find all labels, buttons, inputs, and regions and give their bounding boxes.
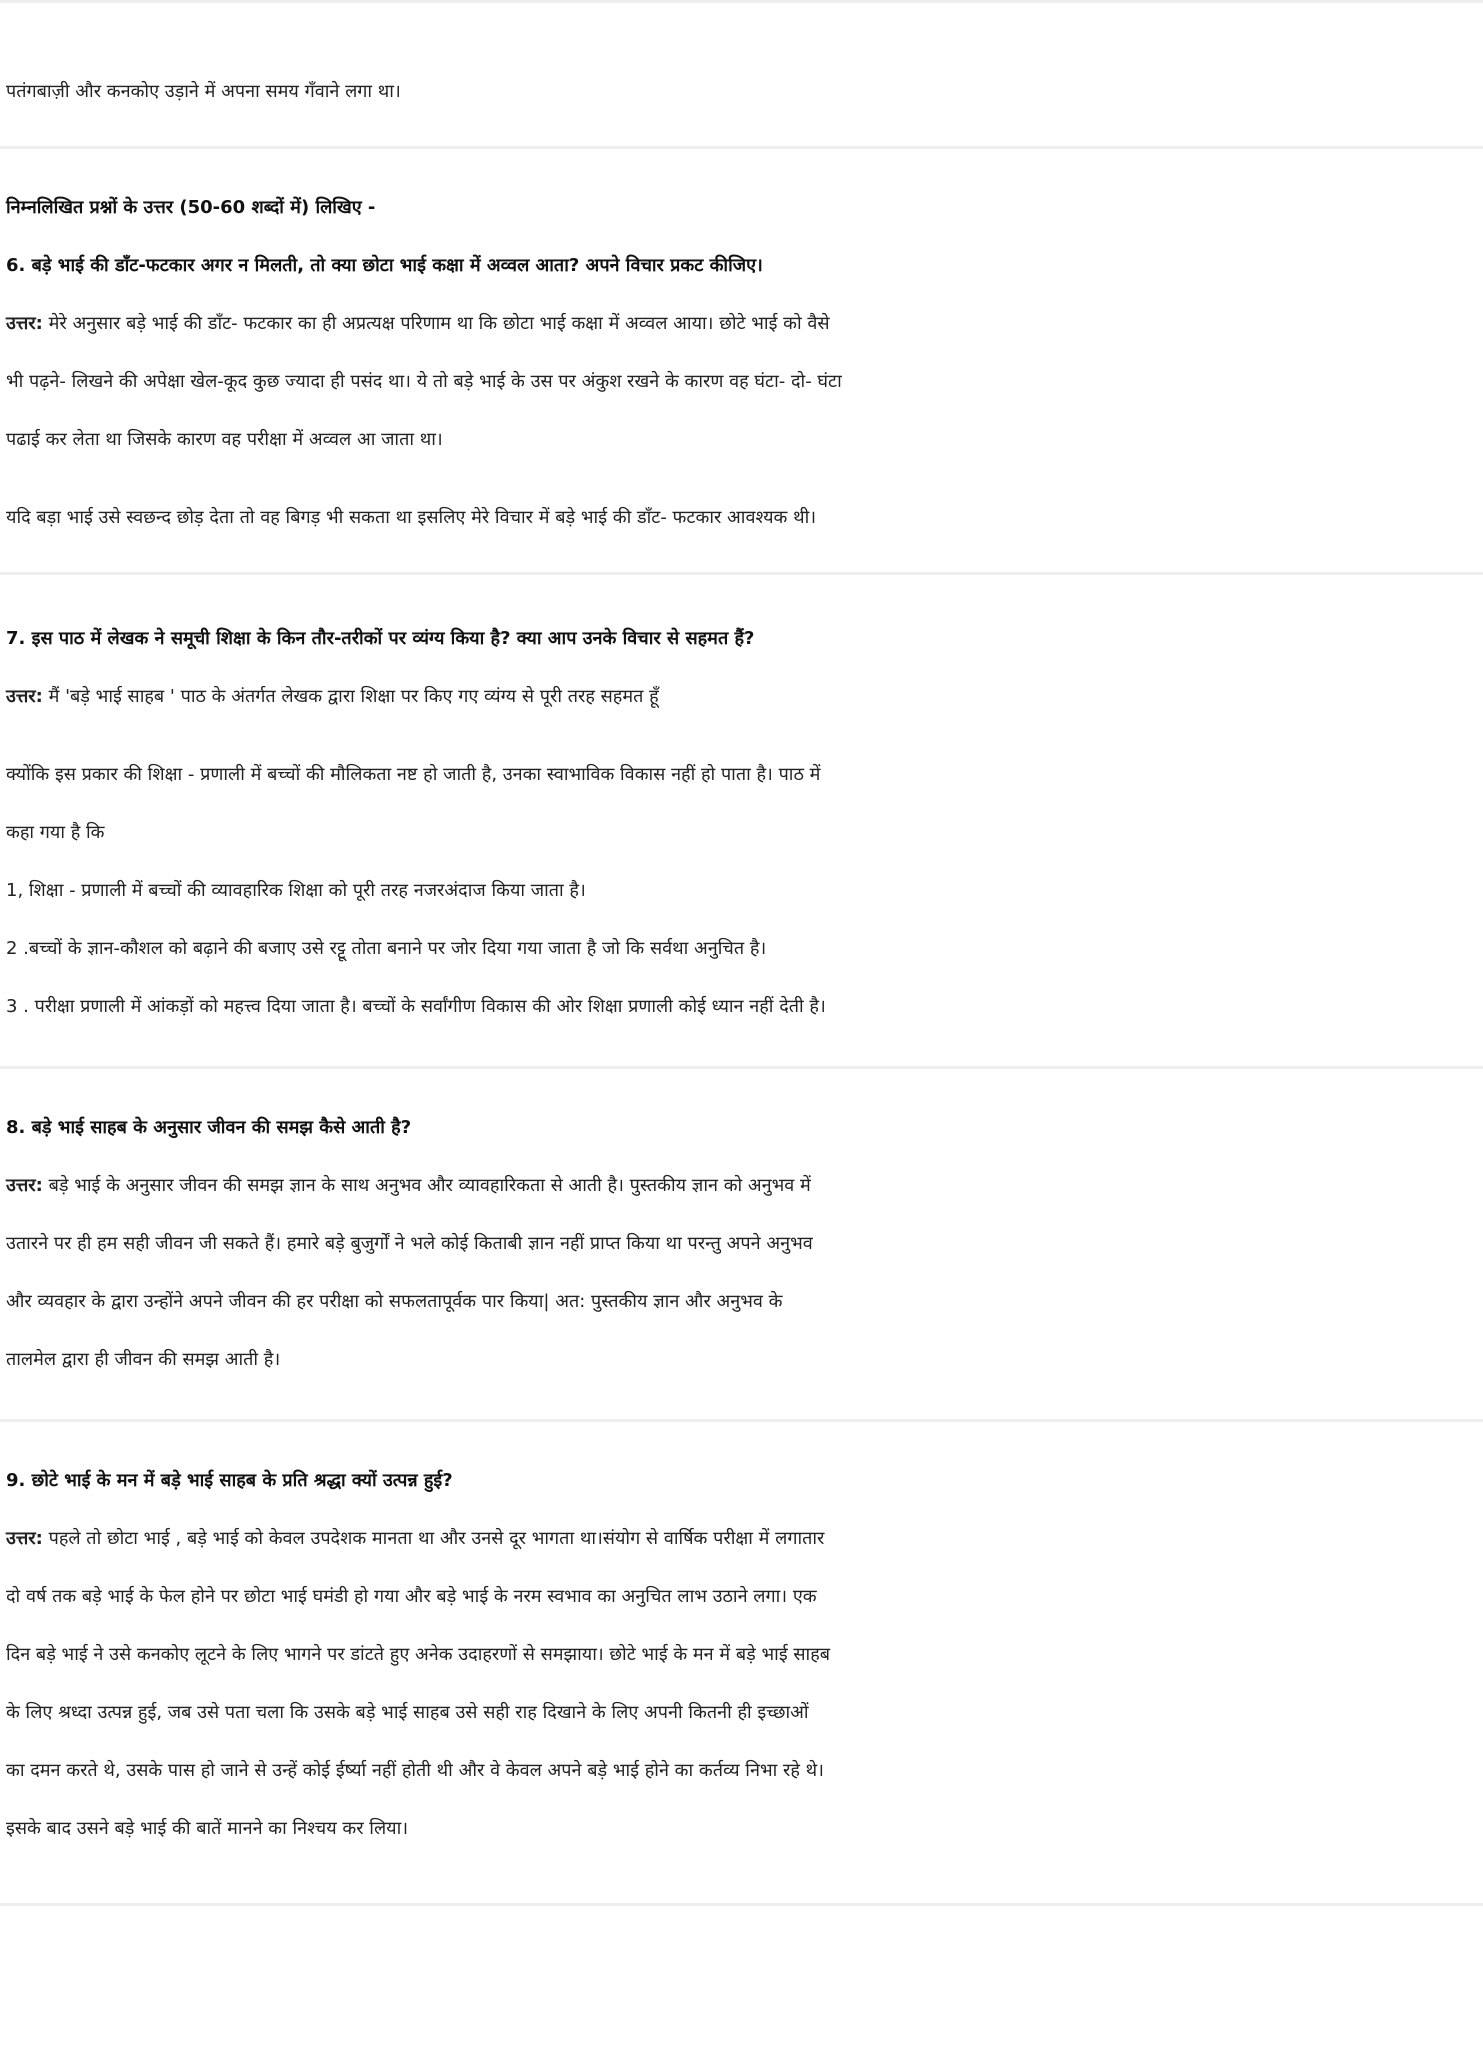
answer-7-para-line: कहा गया है कि bbox=[6, 822, 105, 843]
spacer bbox=[6, 469, 1483, 489]
q9-section bbox=[0, 1422, 1483, 1858]
answer-6-line bbox=[6, 295, 1483, 353]
instruction-heading: निम्नलिखित प्रश्नों के उत्तर (50-60 शब्दों में) लिखिए - bbox=[6, 197, 376, 218]
answer-8-line: तालमेल द्वारा ही जीवन की समझ आती है। bbox=[6, 1349, 281, 1370]
answer-label: उत्तर: bbox=[6, 686, 43, 707]
q6-section bbox=[0, 149, 1483, 547]
answer-7-para-line: क्योंकि इस प्रकार की शिक्षा - प्रणाली में बच्चों की मौलिकता नष्ट हो जाती है, उनका स्वाभाविक विकास नहीं हो पाता है। पाठ में bbox=[6, 764, 821, 785]
answer-7-point-1: 1, शिक्षा - प्रणाली में बच्चों की व्यावहारिक शिक्षा को पूरी तरह नजरअंदाज किया जाता है। bbox=[6, 880, 586, 901]
question-9: 9. छोटे भाई के मन में बड़े भाई साहब के प्रति श्रद्धा क्यों उत्पन्न हुई? bbox=[6, 1470, 453, 1491]
intro-text: पतंगबाज़ी और कनकोए उड़ाने में अपना समय गँवाने लगा था। bbox=[6, 81, 401, 102]
question-8: 8. बड़े भाई साहब के अनुसार जीवन की समझ कैसे आती है? bbox=[6, 1117, 412, 1138]
answer-7-text: मैं 'बड़े भाई साहब ' पाठ के अंतर्गत लेखक द्वारा शिक्षा पर किए गए व्यंग्य से पूरी तरह सहमत हूँ bbox=[42, 686, 659, 707]
answer-7-line bbox=[6, 668, 1483, 726]
question-6: 6. बड़े भाई की डाँट-फटकार अगर न मिलती, तो क्या छोटा भाई कक्षा में अव्वल आता? अपने विचार प्रकट कीजिए। bbox=[6, 255, 763, 276]
answer-8-line: उतारने पर ही हम सही जीवन जी सकते हैं। हमारे बड़े बुजुर्गों ने भले कोई किताबी ज्ञान नहीं प्राप्त किया था परन्तु अपने अनुभव bbox=[6, 1233, 813, 1254]
intro-section bbox=[0, 3, 1483, 121]
answer-6-text: मेरे अनुसार बड़े भाई की डाँट- फटकार का ही अप्रत्यक्ष परिणाम था कि छोटा भाई कक्षा में अव्वल आया। छोटे भाई को वैसे bbox=[42, 313, 830, 334]
answer-9-line bbox=[6, 1510, 1483, 1568]
answer-label: उत्तर: bbox=[6, 313, 43, 334]
answer-6-paragraph-2: यदि बड़ा भाई उसे स्वछन्द छोड़ देता तो वह बिगड़ भी सकता था इसलिए मेरे विचार में बड़े भाई की डाँट- फटकार आवश्यक थी। bbox=[6, 507, 817, 528]
section-divider bbox=[0, 1903, 1483, 1906]
answer-8-line: और व्यवहार के द्वारा उन्होंने अपने जीवन की हर परीक्षा को सफलतापूर्वक पार किया| अत: पुस्तकीय ज्ञान और अनुभव के bbox=[6, 1291, 783, 1312]
q7-section bbox=[0, 575, 1483, 1036]
answer-6-line: भी पढ़ने- लिखने की अपेक्षा खेल-कूद कुछ ज्यादा ही पसंद था। ये तो बड़े भाई के उस पर अंकुश रखने के कारण वह घंटा- दो- घंटा bbox=[6, 371, 842, 392]
answer-9-line: के लिए श्रध्दा उत्पन्न हुई, जब उसे पता चला कि उसके बड़े भाई साहब उसे सही राह दिखाने के लिए अपनी कितनी ही इच्छाओं bbox=[6, 1702, 809, 1723]
answer-6-line: पढाई कर लेता था जिसके कारण वह परीक्षा में अव्वल आ जाता था। bbox=[6, 429, 443, 450]
answer-label: उत्तर: bbox=[6, 1175, 43, 1196]
q8-section bbox=[0, 1069, 1483, 1389]
answer-9-line: दो वर्ष तक बड़े भाई के फेल होने पर छोटा भाई घमंडी हो गया और बड़े भाई के नरम स्वभाव का अनुचित लाभ उठाने लगा। एक bbox=[6, 1586, 817, 1607]
spacer bbox=[6, 726, 1483, 746]
answer-label: उत्तर: bbox=[6, 1528, 43, 1549]
question-7: 7. इस पाठ में लेखक ने समूची शिक्षा के किन तौर-तरीकों पर व्यंग्य किया है? क्या आप उनके विचार से सहमत हैं? bbox=[6, 628, 755, 649]
answer-8-text: बड़े भाई के अनुसार जीवन की समझ ज्ञान के साथ अनुभव और व्यावहारिकता से आती है। पुस्तकीय ज्ञान को अनुभव में bbox=[42, 1175, 811, 1196]
answer-7-point-3: 3 . परीक्षा प्रणाली में आंकड़ों को महत्त्व दिया जाता है। बच्चों के सर्वांगीण विकास की ओर शिक्षा प्रणाली कोई ध्यान नहीं देती है। bbox=[6, 996, 826, 1017]
answer-8-line bbox=[6, 1157, 1483, 1215]
answer-9-line: का दमन करते थे, उसके पास हो जाने से उन्हें कोई ईर्ष्या नहीं होती थी और वे केवल अपने बड़े भाई होने का कर्तव्य निभा रहे थे। bbox=[6, 1760, 824, 1781]
answer-9-text: पहले तो छोटा भाई , बड़े भाई को केवल उपदेशक मानता था और उनसे दूर भागता था।संयोग से वार्षिक परीक्षा में लगातार bbox=[42, 1528, 825, 1549]
answer-9-line: दिन बड़े भाई ने उसे कनकोए लूटने के लिए भागने पर डांटते हुए अनेक उदाहरणों से समझाया। छोटे भाई के मन में बड़े भाई साहब bbox=[6, 1644, 831, 1665]
answer-7-point-2: 2 .बच्चों के ज्ञान-कौशल को बढ़ाने की बजाए उसे रट्टू तोता बनाने पर जोर दिया गया जाता है जो कि सर्वथा अनुचित है। bbox=[6, 938, 767, 959]
answer-9-line: इसके बाद उसने बड़े भाई की बातें मानने का निश्चय कर लिया। bbox=[6, 1818, 409, 1839]
